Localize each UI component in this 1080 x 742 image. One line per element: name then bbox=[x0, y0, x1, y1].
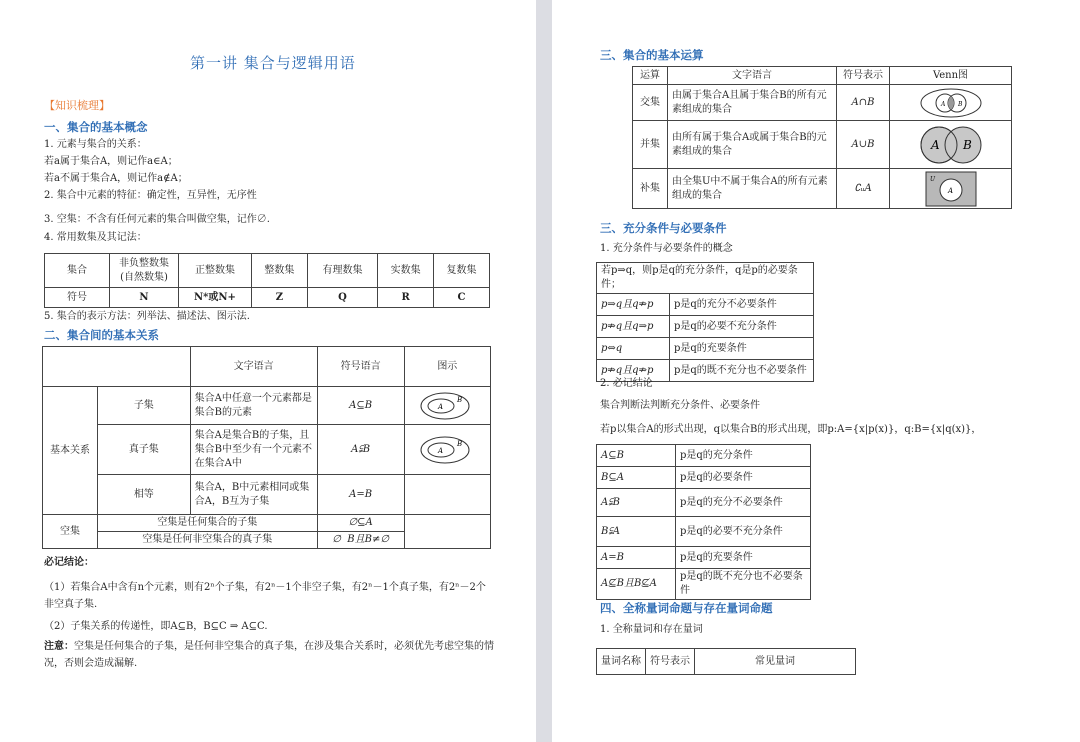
basic-relations-label: 基本关系 bbox=[43, 387, 98, 515]
set-condition-cell: A⊆B bbox=[597, 445, 676, 467]
set-condition-cell: A⫋B bbox=[597, 489, 676, 517]
header-cell: 复数集 bbox=[434, 254, 490, 288]
operations-table bbox=[632, 66, 1012, 209]
relation-text: 集合A是集合B的子集，且集合B中至少有一个元素不在集合A中 bbox=[190, 425, 317, 475]
text-line: 1. 全称量词和存在量词 bbox=[600, 624, 703, 635]
heading-quantifiers: 四、全称量词命题与存在量词命题 bbox=[600, 601, 773, 615]
set-condition-meaning: p是q的充要条件 bbox=[676, 547, 811, 569]
empty-symbol: ∅ bbox=[332, 534, 341, 545]
heading-relations: 二、集合间的基本关系 bbox=[44, 328, 159, 342]
heading-basic-concepts: 一、集合的基本概念 bbox=[44, 120, 148, 134]
heading-conditions: 三、充分条件与必要条件 bbox=[600, 221, 727, 235]
set-condition-cell: B⫋A bbox=[597, 517, 676, 547]
relation-name: 真子集 bbox=[98, 425, 191, 475]
empty-cell bbox=[404, 475, 490, 515]
relation-name: 子集 bbox=[98, 387, 191, 425]
header-cell: 有理数集 bbox=[307, 254, 377, 288]
venn-label-u: U bbox=[929, 175, 935, 183]
condition-meaning: p是q的既不充分也不必要条件 bbox=[670, 360, 814, 382]
header-cell: 文字语言 bbox=[190, 347, 317, 387]
condition-cell: p⇔q bbox=[597, 338, 670, 360]
op-name: 并集 bbox=[633, 121, 668, 169]
symbol-cell: N*或N+ bbox=[179, 288, 252, 308]
note-paragraph bbox=[44, 638, 496, 672]
text-line: 集合判断法判断充分条件、必要条件 bbox=[600, 400, 760, 411]
relation-symbol: A⫋B bbox=[317, 425, 404, 475]
venn-label-b: B bbox=[962, 137, 972, 152]
text-line: 4. 常用数集及其记法： bbox=[44, 232, 147, 243]
heading-operations: 三、集合的基本运算 bbox=[600, 48, 704, 62]
header-cell: 集合 bbox=[45, 254, 110, 288]
set-condition-meaning: p是q的既不充分也不必要条件 bbox=[676, 569, 811, 600]
header-cell: 运算 bbox=[633, 67, 668, 85]
venn-label-b: B bbox=[957, 100, 962, 108]
empty-set-text: 空集是任何集合的子集 bbox=[98, 515, 318, 532]
text-line: 若p以集合A的形式出现，q以集合B的形式出现，即p:A={x|p(x)}，q:B={x|q(x)}， bbox=[600, 424, 982, 435]
header-cell: 整数集 bbox=[251, 254, 307, 288]
set-condition-cell: B⊆A bbox=[597, 467, 676, 489]
text-line: 5. 集合的表示方法：列举法、描述法、图示法. bbox=[44, 311, 250, 322]
quantifiers-table bbox=[596, 648, 856, 675]
venn-label-a: A bbox=[438, 446, 444, 455]
symbol-label: 符号 bbox=[45, 288, 110, 308]
relation-text: 集合A中任意一个元素都是集合B的元素 bbox=[190, 387, 317, 425]
header-cell: 常见量词 bbox=[695, 649, 856, 675]
proper-subset-figure bbox=[404, 425, 490, 475]
header-cell: 符号表示 bbox=[646, 649, 695, 675]
condition-cell: p⇏q且q⇒p bbox=[597, 316, 670, 338]
conclusion-2: （2）子集关系的传递性，即A⊆B，B⊆C ⇒ A⊆C. bbox=[44, 621, 268, 632]
page-gap bbox=[536, 0, 552, 742]
symbol-cell: N bbox=[110, 288, 179, 308]
left-page bbox=[0, 0, 536, 742]
conditions-table bbox=[596, 262, 814, 382]
condition-cell: p⇏q且q⇏p bbox=[597, 360, 670, 382]
text-line: 2. 必记结论 bbox=[600, 378, 653, 389]
text-line: 1. 充分条件与必要条件的概念 bbox=[600, 243, 733, 254]
symbol-cell: R bbox=[378, 288, 434, 308]
header-cell: 文字语言 bbox=[668, 67, 837, 85]
header-cell: 实数集 bbox=[378, 254, 434, 288]
empty-condition: B且B≠∅ bbox=[347, 534, 390, 545]
complement-venn bbox=[890, 169, 1012, 209]
section-tag: 【知识梳理】 bbox=[44, 99, 110, 112]
venn-label-a: A bbox=[947, 186, 953, 195]
header-cell: 正整数集 bbox=[179, 254, 252, 288]
header-cell: 量词名称 bbox=[597, 649, 646, 675]
set-condition-meaning: p是q的充分不必要条件 bbox=[676, 489, 811, 517]
venn-label-a: A bbox=[438, 402, 444, 411]
empty-cell bbox=[43, 347, 191, 387]
symbol-cell: Q bbox=[307, 288, 377, 308]
header-cell: Venn图 bbox=[890, 67, 1012, 85]
text-line: 若a属于集合A，则记作a∈A； bbox=[44, 156, 178, 167]
union-venn bbox=[890, 121, 1012, 169]
condition-cell: p⇒q且q⇏p bbox=[597, 294, 670, 316]
note-text: 空集是任何集合的子集，是任何非空集合的真子集，在涉及集合关系时，必须优先考虑空集的情况，否则会造成漏解. bbox=[44, 641, 494, 669]
header-cell: 图示 bbox=[404, 347, 490, 387]
condition-meaning: p是q的充要条件 bbox=[670, 338, 814, 360]
subset-figure bbox=[404, 387, 490, 425]
op-name: 交集 bbox=[633, 85, 668, 121]
op-symbol: ∁ᵤA bbox=[837, 169, 890, 209]
note-label: 注意： bbox=[44, 641, 74, 652]
relations-table bbox=[42, 346, 491, 549]
condition-meaning: p是q的充分不必要条件 bbox=[670, 294, 814, 316]
must-remember-title: 必记结论： bbox=[44, 557, 94, 568]
page-title: 第一讲 集合与逻辑用语 bbox=[190, 54, 356, 72]
venn-label-b: B bbox=[457, 439, 463, 448]
set-conditions-table bbox=[596, 444, 811, 600]
header-cell: 符号语言 bbox=[317, 347, 404, 387]
right-page bbox=[552, 0, 1080, 742]
set-condition-cell: A⊈B且B⊈A bbox=[597, 569, 676, 600]
empty-set-text: 空集是任何非空集合的真子集 bbox=[98, 532, 318, 549]
conditions-head: 若p⇒q，则p是q的充分条件，q是p的必要条件； bbox=[597, 263, 814, 294]
relation-symbol: A⊆B bbox=[317, 387, 404, 425]
op-name: 补集 bbox=[633, 169, 668, 209]
text-line: 1. 元素与集合的关系： bbox=[44, 139, 147, 150]
set-condition-meaning: p是q的必要不充分条件 bbox=[676, 517, 811, 547]
op-symbol: A∩B bbox=[837, 85, 890, 121]
op-text: 由所有属于集合A或属于集合B的元素组成的集合 bbox=[668, 121, 837, 169]
empty-set-symbol: ∅⊆A bbox=[317, 515, 404, 532]
empty-cell bbox=[404, 515, 490, 549]
symbol-cell: C bbox=[434, 288, 490, 308]
op-symbol: A∪B bbox=[837, 121, 890, 169]
relation-text: 集合A，B中元素相同或集合A，B互为子集 bbox=[190, 475, 317, 515]
intersection-venn bbox=[890, 85, 1012, 121]
venn-label-a: A bbox=[930, 137, 940, 152]
number-sets-table bbox=[44, 253, 490, 308]
text-line: 3. 空集：不含有任何元素的集合叫做空集，记作∅. bbox=[44, 214, 270, 225]
text-line: 2. 集合中元素的特征：确定性，互异性，无序性 bbox=[44, 190, 257, 201]
set-condition-meaning: p是q的充分条件 bbox=[676, 445, 811, 467]
venn-label-a: A bbox=[940, 100, 945, 108]
header-cell: 符号表示 bbox=[837, 67, 890, 85]
relation-symbol: A=B bbox=[317, 475, 404, 515]
relation-name: 相等 bbox=[98, 475, 191, 515]
op-text: 由属于集合A且属于集合B的所有元素组成的集合 bbox=[668, 85, 837, 121]
conclusion-1: （1）若集合A中含有n个元素，则有2ⁿ个子集，有2ⁿ－1个非空子集，有2ⁿ－1个真子集，有2ⁿ－2个非空真子集. bbox=[44, 582, 486, 610]
venn-label-b: B bbox=[457, 395, 463, 404]
condition-meaning: p是q的必要不充分条件 bbox=[670, 316, 814, 338]
symbol-cell: Z bbox=[251, 288, 307, 308]
header-cell: 非负整数集 (自然数集) bbox=[110, 254, 179, 288]
empty-set-label: 空集 bbox=[43, 515, 98, 549]
set-condition-cell: A=B bbox=[597, 547, 676, 569]
set-condition-meaning: p是q的必要条件 bbox=[676, 467, 811, 489]
empty-set-symbol bbox=[317, 532, 404, 549]
op-text: 由全集U中不属于集合A的所有元素组成的集合 bbox=[668, 169, 837, 209]
text-line: 若a不属于集合A，则记作a∉A； bbox=[44, 173, 188, 184]
